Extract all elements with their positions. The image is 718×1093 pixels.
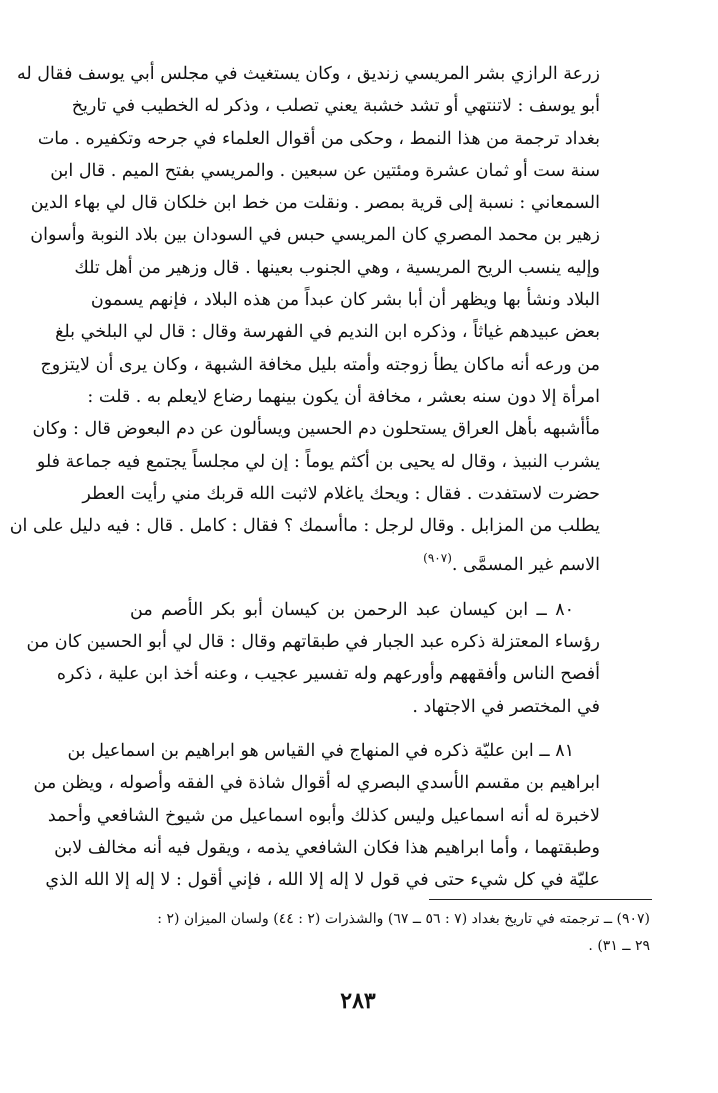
main-text (9, 58, 600, 896)
paragraph-81 (33, 735, 600, 896)
text-line: حضرت لاستفدت . فقال : ويحك ياغلام لاثبت الله قربك مني رأيت العطر (82, 483, 600, 504)
text-line: وطبقتهما ، وأما ابراهيم هذا فكان الشافعي يذمه ، ويقول فيه أنه مخالف لابن (54, 837, 600, 858)
text-line: البلاد ونشأ بها ويظهر أن أبا بشر كان عبداً من هذه البلاد ، فإنهم يسمون (90, 290, 600, 311)
text-line: سنة ست أو ثمان عشرة ومئتين عن سبعين . والمريسي بفتح الميم . قال ابن (50, 160, 600, 181)
paragraph-gap (130, 723, 600, 735)
paragraph-79-continuation (9, 58, 600, 582)
footnote-separator (429, 899, 652, 900)
text-line: رؤساء المعتزلة ذكره عبد الجبار في طبقاتهم وقال : قال لي أبو الحسين كان من (26, 632, 600, 653)
page-number: ٢٨٣ (340, 988, 376, 1014)
text-line-content: الاسم غير المسمَّى . (451, 555, 600, 576)
paragraph-80 (26, 594, 600, 723)
text-line: مأأشبهه بأهل العراق يستحلون دم الحسين ويسألون عن دم البعوض قال : وكان (32, 419, 600, 440)
text-line: بغداد ترجمة من هذا النمط ، وحكى من أقوال العلماء في جرحه وتكفيره . مات (37, 128, 600, 149)
footnote-reference: (٩٠٧) (423, 551, 452, 566)
footnote-line: ٢٩ ــ ٣١) . (588, 938, 650, 954)
paragraph-gap (130, 582, 600, 594)
text-line: زهير بن محمد المصري كان المريسي حبس في السودان بين بلاد النوبة وأسوان (30, 225, 600, 246)
text-line: أفصح الناس وأفقههم وأورعهم وله تفسير عجيب ، وعنه أخذ ابن علية ، ذكره (56, 664, 600, 685)
text-line: من ورعه أنه ماكان يطأ زوجته وأمته بليل مخافة الشبهة ، وكان يرى أن لايتزوج (40, 354, 600, 375)
footnote-line: (٩٠٧) ــ ترجمته في تاريخ بغداد (٧ : ٥٦ ــ ٦٧) والشذرات (٢ : ٤٤) ولسان الميزان (٢ : (157, 911, 650, 927)
text-line: امرأة إلا دون سنه بعشر ، مخافة أن يكون بينهما رضاع لايعلم به . قلت : (87, 386, 600, 407)
footnotes (130, 906, 650, 960)
text-line: يشرب النبيذ ، وقال له يحيى بن أكثم يوماً : إن لي مجلساً يجتمع فيه جماعة فلو (36, 451, 600, 472)
text-line: وإليه ينسب الريح المريسية ، وهي الجنوب بعينها . قال وزهير من أهل تلك (74, 257, 600, 278)
text-line: بعض عبيدهم غياثاً ، وذكره ابن النديم في الفهرسة وقال : قال لي البلخي بلغ (55, 322, 600, 343)
text-line-last (130, 542, 600, 581)
text-line: السمعاني : نسبة إلى قرية بمصر . ونقلت من خط ابن خلكان قال لي بهاء الدين (30, 193, 600, 214)
text-line: زرعة الرازي بشر المريسي زنديق ، وكان يستغيث في مجلس أبي يوسف فقال له (16, 64, 600, 84)
text-line: لاخبرة له أنه اسماعيل وليس كذلك وأبوه اسماعيل من شيوخ الشافعي وأحمد (47, 805, 600, 826)
text-line: أبو يوسف : لاتنتهي أو تشد خشبة يعني تصلب ، وذكر له الخطيب في تاريخ (71, 96, 600, 117)
text-line: ابراهيم بن مقسم الأسدي البصري له أقوال شاذة في الفقه وأصوله ، ويظن من (33, 773, 600, 794)
entry-heading-line: ٨٠ ــ ابن كيسان عبد الرحمن بن كيسان أبو بكر الأصم من (130, 599, 574, 620)
entry-heading-line: ٨١ ــ ابن عليّة ذكره في المنهاج في القياس هو ابراهيم بن اسماعيل بن (67, 740, 574, 761)
text-line: عليّة في كل شيء حتى في قول لا إله إلا الله ، فإني أقول : لا إله إلا الله الذي (45, 870, 600, 891)
text-line: يطلب من المزابل . وقال لرجل : ماأسمك ؟ فقال : كامل . قال : فيه دليل على ان (9, 516, 600, 537)
text-line-last: في المختصر في الاجتهاد . (412, 696, 600, 717)
